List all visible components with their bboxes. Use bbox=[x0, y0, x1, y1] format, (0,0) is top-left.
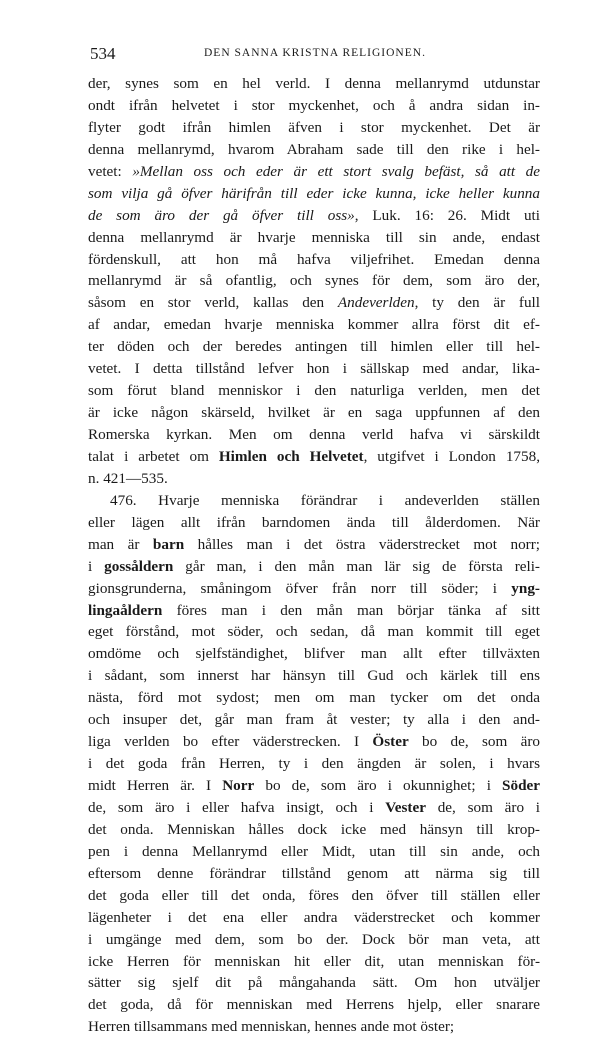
text-line bbox=[88, 468, 540, 490]
text-segment: i umgänge med dem, som bo der. Dock bör man veta, att bbox=[88, 930, 540, 948]
page-header bbox=[90, 44, 550, 66]
bold-text: Öster bbox=[372, 733, 409, 751]
text-segment: der, synes som en hel verld. I denna mellanrymd utdunstar bbox=[88, 75, 540, 92]
text-segment: det onda. Menniskan hålles dock icke med hänsyn till krop- bbox=[88, 820, 540, 838]
text-line bbox=[88, 687, 540, 709]
text-segment: som förut bland menniskor i den naturliga verlden, men det bbox=[88, 382, 540, 400]
text-line bbox=[88, 161, 540, 183]
text-segment: eftersom denne förändrar tillstånd genom att närma sig till bbox=[88, 864, 540, 882]
text-segment: man är bbox=[88, 535, 153, 553]
text-segment: icke Herren för menniskan hit eller dit, utan menniskan för- bbox=[88, 952, 540, 970]
text-line bbox=[88, 841, 540, 863]
text-line bbox=[88, 402, 540, 424]
italic-text: »Mellan oss och eder är ett stort svalg befäst, så att de bbox=[132, 162, 541, 180]
text-segment: bo de, som äro bbox=[408, 733, 540, 751]
text-line bbox=[88, 1016, 540, 1038]
italic-text: de som äro der gå öfver till oss» bbox=[88, 206, 355, 224]
text-line bbox=[88, 885, 540, 907]
text-line bbox=[88, 775, 540, 797]
text-line bbox=[88, 534, 540, 556]
bold-text: barn bbox=[152, 535, 185, 553]
text-segment: de, som äro i bbox=[425, 798, 540, 816]
text-segment: vetet: bbox=[88, 162, 133, 180]
text-segment: ondt ifrån helvetet i stor myckenhet, och å andra sidan in- bbox=[88, 96, 540, 114]
text-line bbox=[88, 929, 540, 951]
text-segment: n. 421—535. bbox=[88, 469, 168, 487]
text-line bbox=[88, 753, 540, 775]
text-line bbox=[88, 95, 540, 117]
text-line bbox=[88, 951, 540, 973]
text-line bbox=[88, 665, 540, 687]
text-segment: ter döden och der beredes antingen till himlen eller till hel- bbox=[88, 338, 540, 356]
text-segment: af andar, emedan hvarje menniska kommer allra först dit ef- bbox=[88, 316, 540, 334]
text-line bbox=[88, 731, 540, 753]
italic-text: Andeverlden bbox=[337, 294, 415, 312]
text-segment: går man, i den mån man lär sig de första reli- bbox=[173, 557, 540, 575]
text-segment: 476. Hvarje menniska förändrar i andeverlden ställen bbox=[110, 491, 540, 509]
text-segment: i det goda från Herren, ty i den ängden är solen, i hvars bbox=[88, 755, 540, 773]
text-segment: , utgifvet i London 1758, bbox=[363, 447, 540, 465]
text-segment: midt Herren är. I bbox=[88, 777, 223, 794]
text-line bbox=[88, 556, 540, 578]
text-segment: talat i arbetet om bbox=[88, 447, 219, 465]
running-head: DEN SANNA KRISTNA RELIGIONEN. bbox=[204, 47, 426, 59]
text-segment: gionsgrunderna, småningom öfver från norr till söder; i bbox=[88, 579, 512, 597]
text-line bbox=[88, 139, 540, 161]
text-line bbox=[88, 249, 540, 271]
text-line bbox=[88, 73, 540, 95]
text-segment: eller lägen allt ifrån barndomen ända till ålderdomen. När bbox=[88, 513, 540, 531]
text-line bbox=[88, 358, 540, 380]
text-segment: det goda, då för menniskan med Herrens hjelp, eller snarare bbox=[88, 996, 540, 1014]
text-line bbox=[88, 336, 540, 358]
bold-text: lingaåldern bbox=[88, 601, 163, 619]
text-segment: liga verlden bo efter väderstrecken. I bbox=[88, 733, 373, 751]
text-segment: vetet. I detta tillstånd lefver hon i sällskap med andar, lika- bbox=[88, 360, 540, 378]
bold-text: Norr bbox=[222, 777, 255, 794]
text-line bbox=[88, 314, 540, 336]
text-segment: eget förstånd, mot söder, och sedan, då man kommit till eget bbox=[88, 623, 540, 641]
text-segment: Herren tillsammans med menniskan, hennes ande mot öster; bbox=[88, 1018, 455, 1036]
text-segment: mellanrymd är så ofantlig, och synes för dem, som äro der, bbox=[88, 272, 540, 290]
text-segment: i bbox=[88, 557, 105, 575]
text-line bbox=[88, 512, 540, 534]
text-segment: och insuper det, går man fram åt vester; ty alla i den and- bbox=[88, 711, 540, 729]
text-line bbox=[88, 117, 540, 139]
text-segment: de, som äro i eller hafva insigt, och i bbox=[88, 798, 386, 816]
text-line bbox=[88, 994, 540, 1016]
text-segment: flyter godt ifrån himlen äfven i stor myckenhet. Det är bbox=[88, 118, 540, 136]
text-line bbox=[88, 600, 540, 622]
text-segment: , Luk. 16: 26. Midt uti bbox=[354, 206, 540, 224]
text-segment: föres man i den mån man börjar tänka af sitt bbox=[162, 601, 540, 619]
text-line bbox=[88, 227, 540, 249]
text-segment: denna mellanrymd, hvarom Abraham sade till den rike i hel- bbox=[88, 140, 540, 158]
bold-text: Himlen och Helvetet bbox=[218, 447, 364, 465]
text-line bbox=[88, 797, 540, 819]
text-line bbox=[88, 490, 540, 512]
text-segment: lägenheter i det ena eller andra väderstrecket och kommer bbox=[88, 908, 540, 926]
text-line bbox=[88, 292, 540, 314]
text-line bbox=[88, 863, 540, 885]
text-segment: sätter sig sjelf dit på mångahanda sätt. Om hon utväljer bbox=[88, 974, 540, 992]
text-line bbox=[88, 709, 540, 731]
text-segment: hålles man i det östra väderstrecket mot norr; bbox=[184, 535, 540, 553]
text-line bbox=[88, 643, 540, 665]
bold-text: yng- bbox=[511, 579, 540, 597]
text-segment: det goda eller till det onda, föres den öfver till ställen eller bbox=[88, 886, 540, 904]
page-number: 534 bbox=[90, 44, 116, 63]
text-line bbox=[88, 578, 540, 600]
text-segment: i sådant, som innerst har hänsyn till Gud och kärlek till ens bbox=[88, 667, 540, 685]
bold-text: gossåldern bbox=[104, 557, 174, 575]
text-line bbox=[88, 205, 540, 227]
text-line bbox=[88, 270, 540, 292]
bold-text: Söder bbox=[502, 777, 540, 794]
text-line bbox=[88, 380, 540, 402]
text-segment: Romerska kyrkan. Men om denna verld hafva vi särskildt bbox=[88, 426, 540, 443]
bold-text: Vester bbox=[385, 798, 426, 816]
text-line bbox=[88, 446, 540, 468]
body-text bbox=[88, 73, 540, 1038]
text-segment: bo de, som äro i okunnighet; i bbox=[254, 777, 503, 794]
text-line bbox=[88, 907, 540, 929]
text-segment: omdöme och sjelfständighet, blifver man allt efter tillväxten bbox=[88, 645, 540, 663]
text-segment: nästa, förd mot sydost; men om man tycker om det onda bbox=[88, 689, 540, 707]
text-line bbox=[88, 819, 540, 841]
italic-text: som vilja gå öfver härifrån till eder icke kunna, icke heller kunna bbox=[88, 184, 540, 202]
text-segment: är icke någon skärseld, hvilket är en saga uppfunnen af den bbox=[88, 404, 540, 422]
text-line bbox=[88, 183, 540, 205]
text-line bbox=[88, 621, 540, 643]
text-segment: fördenskull, att hon må hafva viljefrihet. Emedan denna bbox=[88, 250, 540, 268]
text-line bbox=[88, 424, 540, 446]
text-segment: denna mellanrymd är hvarje menniska till sin ande, endast bbox=[88, 228, 540, 246]
text-segment: såsom en stor verld, kallas den bbox=[88, 294, 338, 312]
text-segment: pen i denna Mellanrymd eller Midt, utan till sin ande, och bbox=[88, 842, 540, 860]
text-line bbox=[88, 972, 540, 994]
text-segment: , ty den är full bbox=[414, 294, 540, 312]
